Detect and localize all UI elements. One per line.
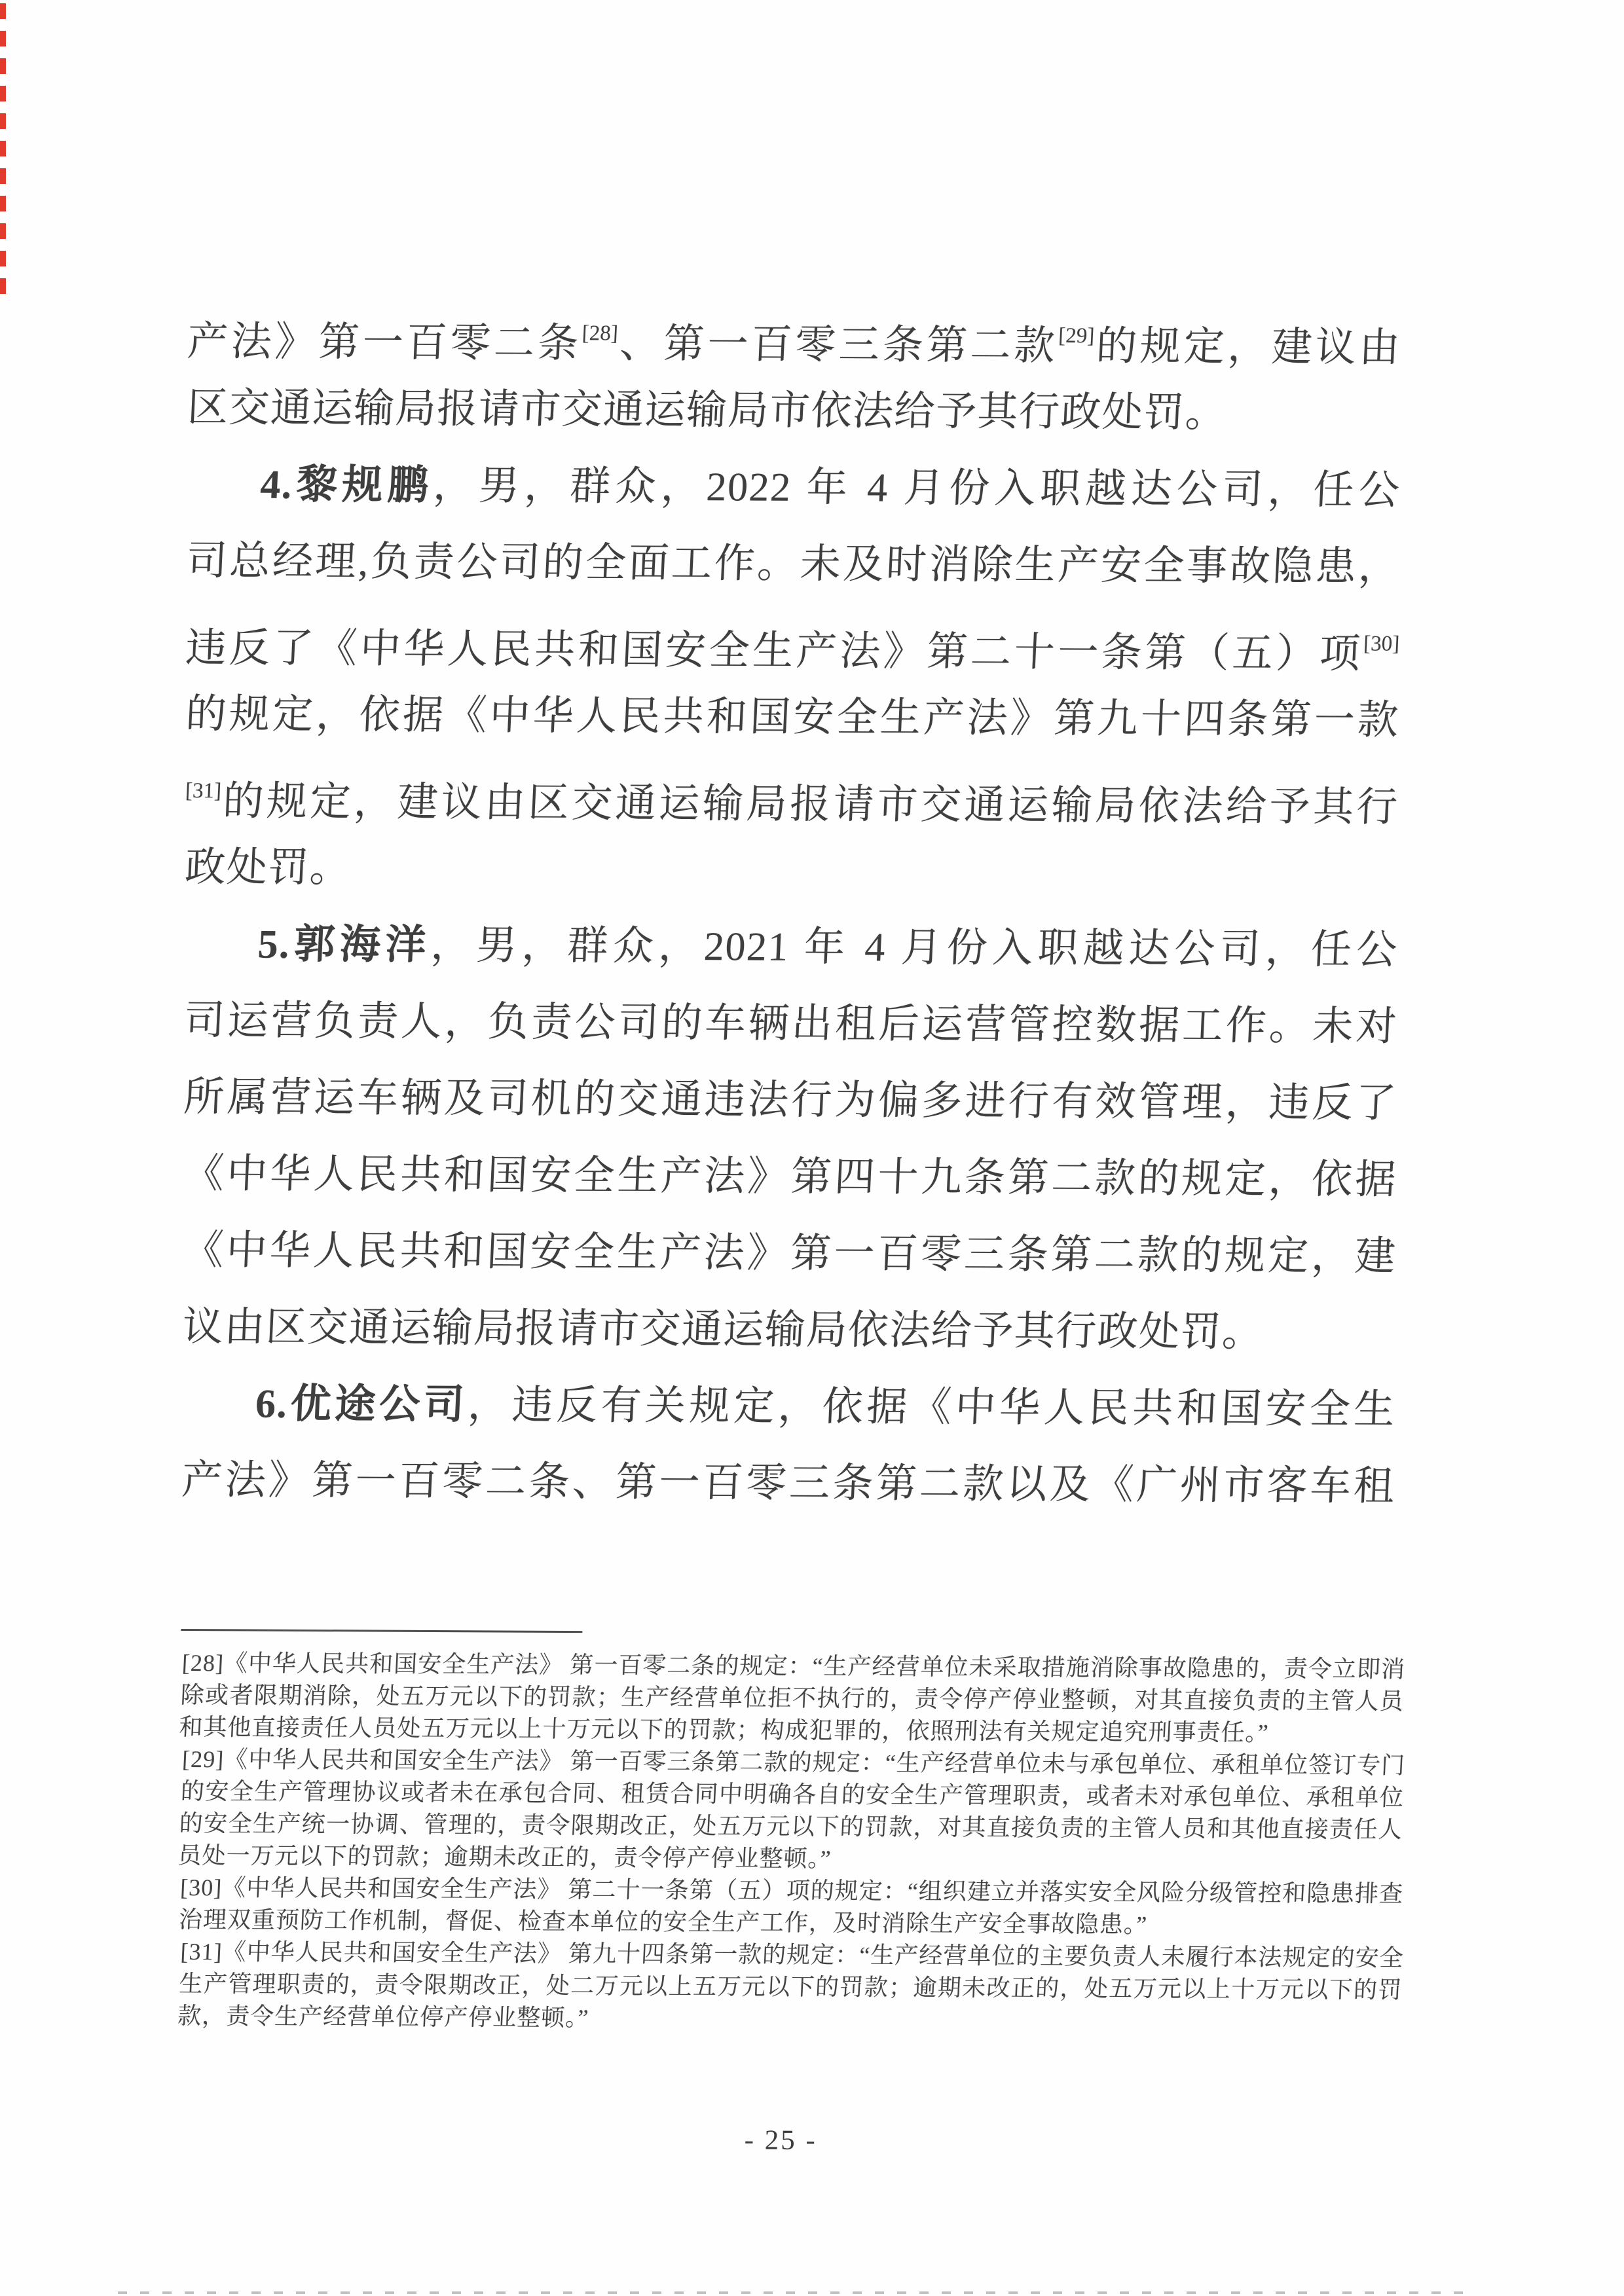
- body-line: [186, 293, 1403, 376]
- page-number: - 25 -: [744, 2124, 817, 2157]
- body-line-segment: 优途公司: [287, 1381, 469, 1428]
- footnote-reference: [31]: [185, 778, 222, 803]
- footnote-text: 《中华人民共和国安全生产法》 第一百零三条第二款的规定：“生产经营单位未与承包单位、承租单位签订专门的安全生产管理协议或者未在承包合同、租赁合同中明确各自的安全生产管理职责，或者未对承包单位、承租单位的安全生产统一协调、管理的，责令限期改正，处五万元以下的罚款，对其直接负责的主管人员和其他直接责任人员处一万元以下的罚款；逾期未改正的，责令停产停业整顿。”: [177, 1746, 1407, 1872]
- body-line-segment: 司运营负责人，负责公司的车辆出租后运营管控数据工作。未对: [183, 998, 1399, 1049]
- footnote-marker: [31]: [179, 1938, 223, 1965]
- body-line-segment: 郭海洋: [289, 922, 432, 968]
- body-line: [183, 906, 1399, 989]
- footnote-text: 《中华人民共和国安全生产法》 第二十一条第（五）项的规定：“组织建立并落实安全风险分级管控和隐患排查治理双重预防工作机制，督促、检查本单位的安全生产工作，及时消除生产安全事故隐患。”: [178, 1874, 1405, 1938]
- body-line-segment: 黎规鹏: [291, 462, 435, 508]
- body-line-segment: ，男，群众，2021 年 4 月份入职越达公司，任公: [430, 922, 1399, 973]
- body-line: [180, 1366, 1397, 1449]
- body-line: [184, 676, 1401, 759]
- footnote-reference: [28]: [581, 321, 619, 346]
- scan-edge-artifact: [118, 2291, 1473, 2294]
- body-line-segment: 6.: [254, 1381, 289, 1427]
- body-line: [180, 1442, 1397, 1525]
- body-line-segment: 《中华人民共和国安全生产法》第四十九条第二款的规定，依据: [182, 1151, 1398, 1203]
- footnote-marker: [28]: [181, 1649, 225, 1677]
- footnote-item: [177, 1936, 1405, 2039]
- body-line-segment: 4.: [259, 462, 294, 507]
- footnote-reference: [30]: [1363, 632, 1401, 656]
- footnote-item: [177, 1743, 1406, 1878]
- body-line-segment: 、第一百零三条第二款: [616, 321, 1060, 369]
- footnote-text: 《中华人民共和国安全生产法》 第九十四条第一款的规定：“生产经营单位的主要负责人未履行本法规定的安全生产管理职责的，责令限期改正，处二万元以上五万元以下的罚款；逾期未改正的，处五万元以上十万元以下的罚款，责令生产经营单位停产停业整顿。”: [177, 1939, 1405, 2032]
- footnote-marker: [30]: [179, 1874, 223, 1901]
- footnote-text: 《中华人民共和国安全生产法》 第一百零二条的规定：“生产经营单位未采取措施消除事故隐患的，责令立即消除或者限期消除，处五万元以下的罚款；生产经营单位拒不执行的，责令停产停业整顿，对其直接负责的主管人员和其他直接责任人员处五万元以上十万元以下的罚款；构成犯罪的，依照刑法有关规定追究刑事责任。”: [178, 1650, 1406, 1746]
- body-line: [181, 1136, 1398, 1219]
- body-line-segment: 5.: [257, 922, 291, 967]
- body-line-segment: 司总经理,负责公司的全面工作。未及时消除生产安全事故隐患，: [185, 539, 1401, 590]
- body-text: [181, 293, 1401, 1525]
- body-line-segment: 产法》第一百零二条、第一百零三条第二款以及《广州市客车租: [180, 1457, 1397, 1509]
- body-line-segment: 的规定，建议由: [1093, 324, 1402, 371]
- body-line-segment: 产法》第一百零二条: [186, 319, 583, 367]
- body-line-segment: 区交通运输局报请市交通运输局市依法给予其行政处罚。: [186, 386, 1228, 436]
- body-line: [183, 829, 1400, 913]
- body-line: [185, 523, 1401, 606]
- body-line-segment: 所属营运车辆及司机的交通违法行为偏多进行有效管理，违反了: [183, 1074, 1399, 1126]
- body-line: [183, 983, 1399, 1066]
- body-line-segment: 的规定，依据《中华人民共和国安全生产法》第九十四条第一款: [185, 691, 1401, 743]
- footnote-marker: [29]: [181, 1745, 225, 1773]
- footnote-item: [178, 1647, 1406, 1750]
- body-line: [181, 1289, 1397, 1372]
- footnotes: [177, 1647, 1407, 2039]
- body-line: [185, 370, 1402, 453]
- body-line: [183, 753, 1400, 836]
- body-line: [185, 600, 1401, 683]
- body-line-segment: 政处罚。: [183, 845, 352, 891]
- footnote-separator: [181, 1629, 582, 1633]
- body-line-segment: 的规定，建议由区交通运输局报请市交通运输局依法给予其行: [219, 779, 1399, 830]
- body-line: [182, 1059, 1399, 1142]
- body-line-segment: 议由区交通运输局报请市交通运输局依法给予其行政处罚。: [181, 1304, 1265, 1355]
- body-line-segment: 违反了《中华人民共和国安全生产法》第二十一条第（五）项: [184, 625, 1365, 677]
- body-line-segment: ，违反有关规定，依据《中华人民共和国安全生: [466, 1383, 1397, 1432]
- footnote-item: [178, 1872, 1404, 1942]
- footnote-reference: [29]: [1058, 323, 1096, 348]
- body-line: [185, 446, 1402, 530]
- body-line-segment: ，男，群众，2022 年 4 月份入职越达公司，任公: [432, 463, 1402, 513]
- body-line-segment: 《中华人民共和国安全生产法》第一百零三条第二款的规定，建: [181, 1228, 1397, 1279]
- body-line: [181, 1212, 1398, 1296]
